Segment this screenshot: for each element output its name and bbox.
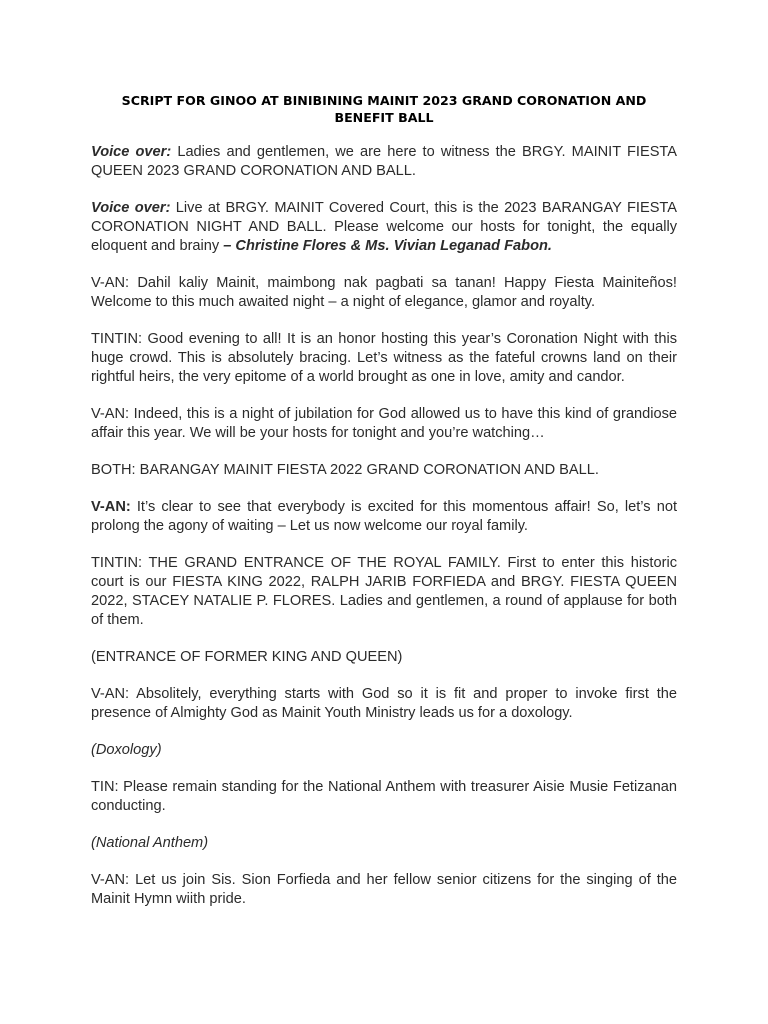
paragraph-tintin-greeting: TINTIN: Good evening to all! It is an honor hosting this year’s Coronation Night with this huge crowd. This is absolutely bracing. Let’s witness as the fateful crowns land on their rightful heirs, the very epitome of a world brought as one in love, amity and candor. [91,331,677,385]
stage-direction-entrance: (ENTRANCE OF FORMER KING AND QUEEN) [91,649,403,665]
paragraph-text: Live at BRGY. MAINIT Covered Court, this is the 2023 BARANGAY FIESTA CORONATION NIGHT AND BALL. Please welcome our hosts for tonight, the equally eloquent and brainy [91,200,677,254]
paragraph-van-excited [91,498,677,536]
paragraph-both: BOTH: BARANGAY MAINIT FIESTA 2022 GRAND CORONATION AND BALL. [91,462,599,478]
script-title: SCRIPT FOR GINOO AT BINIBINING MAINIT 2023 GRAND CORONATION AND BENEFIT BALL [121,93,647,125]
stage-direction-doxology: (Doxology) [91,742,162,758]
stage-direction-anthem: (National Anthem) [91,835,209,851]
paragraph-voice-over-2 [91,199,677,256]
paragraph-voice-over-1 [91,143,677,181]
speaker-label: Voice over: [91,144,172,160]
paragraph-van-doxology: V-AN: Absolitely, everything starts with God so it is fit and proper to invoke first the presence of Almighty God as Mainit Youth Ministry leads us for a doxology. [91,686,677,721]
hosts-names: – Christine Flores & Ms. Vivian Leganad Fabon. [223,238,552,254]
paragraph-text: Ladies and gentlemen, we are here to witness the BRGY. MAINIT FIESTA QUEEN 2023 GRAND CORONATION AND BALL. [91,144,677,179]
paragraph-text: It’s clear to see that everybody is excited for this momentous affair! So, let’s not prolong the agony of waiting – Let us now welcome our royal family. [91,499,677,534]
speaker-label: V-AN: [91,499,131,515]
paragraph-tintin-entrance: TINTIN: THE GRAND ENTRANCE OF THE ROYAL FAMILY. First to enter this historic court is our FIESTA KING 2022, RALPH JARIB FORFIEDA and BRGY. FIESTA QUEEN 2022, STACEY NATALIE P. FLORES. Ladies and gentlemen, a round of applause for both of them. [91,555,677,628]
paragraph-tin-anthem: TIN: Please remain standing for the National Anthem with treasurer Aisie Musie Fetizanan conducting. [91,779,677,814]
document-page [91,92,677,927]
paragraph-van-hymn: V-AN: Let us join Sis. Sion Forfieda and her fellow senior citizens for the singing of the Mainit Hymn wiith pride. [91,872,677,907]
speaker-label: Voice over: [91,200,171,216]
paragraph-van-greeting: V-AN: Dahil kaliy Mainit, maimbong nak pagbati sa tanan! Happy Fiesta Mainiteños! Welcome to this much awaited night – a night of elegance, glamor and royalty. [91,275,677,310]
paragraph-van-jubilation: V-AN: Indeed, this is a night of jubilation for God allowed us to have this kind of grandiose affair this year. We will be your hosts for tonight and you’re watching… [91,406,677,441]
